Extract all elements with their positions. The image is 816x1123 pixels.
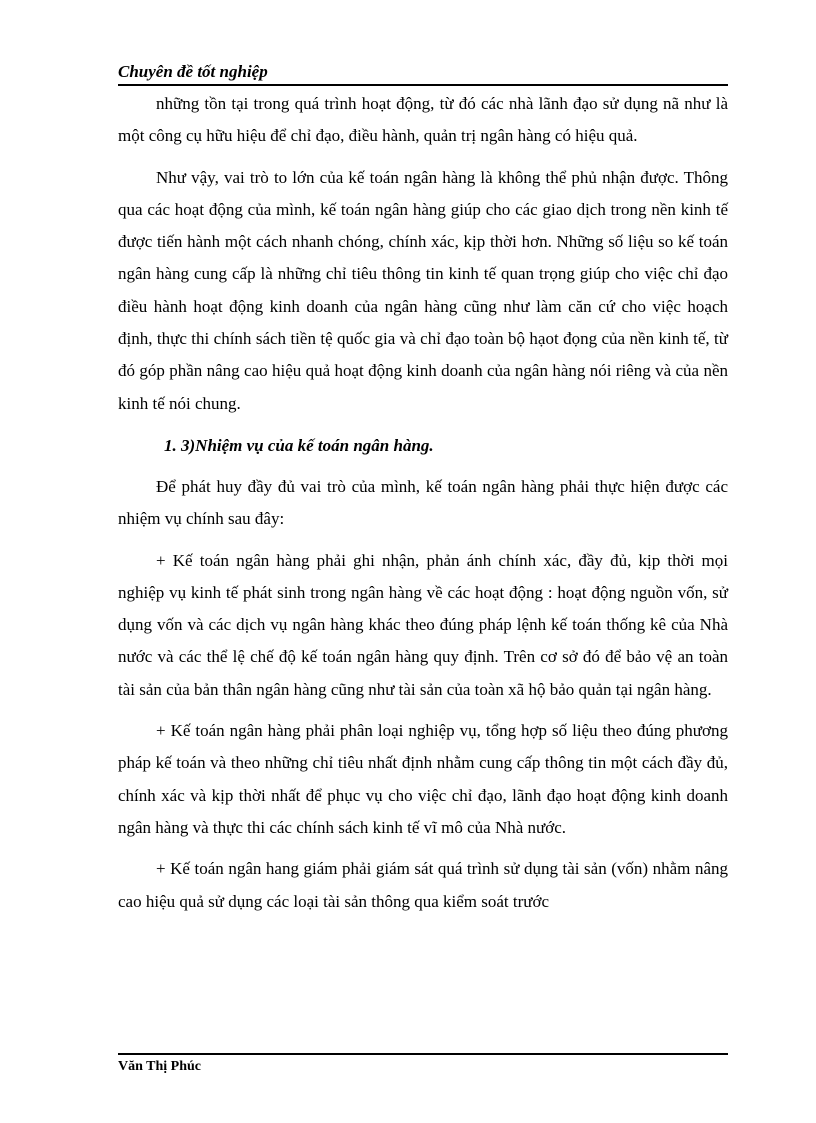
page-header-title: Chuyên đề tốt nghiệp xyxy=(118,62,268,81)
paragraph-4 xyxy=(118,545,728,706)
paragraph-1 xyxy=(118,88,728,153)
paragraph-3 xyxy=(118,471,728,536)
paragraph-6 xyxy=(118,853,728,918)
paragraph-2 xyxy=(118,162,728,420)
paragraph-3-text: Để phát huy đầy đủ vai trò của mình, kế toán ngân hàng phải thực hiện được các nhiệm vụ chính sau đây: xyxy=(118,476,728,529)
paragraph-1-text: những tồn tại trong quá trình hoạt động, từ đó các nhà lãnh đạo sử dụng nã như là một công cụ hữu hiệu để chỉ đạo, điều hành, quản trị ngân hàng có hiệu quả. xyxy=(118,94,728,146)
paragraph-5-text: + Kế toán ngân hàng phải phân loại nghiệp vụ, tổng hợp số liệu theo đúng phương pháp kế toán và theo những chỉ tiêu nhất định nhằm cung cấp thông tin một cách đầy đủ, chính xác và kịp thời nhất để phục vụ cho việc chỉ đạo, lãnh đạo hoạt động kinh doanh ngân hàng và thực thi các chính sách kinh tế vĩ mô của Nhà nước. xyxy=(118,721,728,837)
footer-author: Văn Thị Phúc xyxy=(118,1059,201,1074)
header-divider xyxy=(118,84,728,86)
paragraph-4-text: + Kế toán ngân hàng phải ghi nhận, phản ánh chính xác, đầy đủ, kịp thời mọi nghiệp vụ kinh tế phát sinh trong ngân hàng về các hoạt động : hoạt động nguồn vốn, sử dụng vốn và các dịch vụ ngân hàng khác theo đúng pháp lệnh kế toán thống kê của Nhà nước và các thể lệ chế độ kế toán ngân hàng quy định. Trên cơ sở đó để bảo vệ an toàn tài sản của bản thân ngân hàng cũng như tài sản của toàn xã hộ bảo quản tại ngân hàng. xyxy=(118,550,728,699)
paragraph-5 xyxy=(118,715,728,844)
paragraph-2-text: Như vậy, vai trò to lớn của kế toán ngân hàng là không thể phủ nhận được. Thông qua các hoạt động của mình, kế toán ngân hàng giúp cho các giao dịch trong nền kinh tế được tiến hành một cách nhanh chóng, chính xác, kịp thời hơn. Những số liệu so kế toán ngân hàng cung cấp là những chỉ tiêu thông tin kinh tế quan trọng giúp cho việc chỉ đạo điều hành hoạt động kinh doanh của ngân hàng cũng như làm căn cứ cho việc hoạch định, thực thi chính sách tiền tệ quốc gia và chỉ đạo toàn bộ hạot đọng của nền kinh tế, từ đó góp phần nâng cao hiệu quả hoạt động kinh doanh của ngân hàng nói riêng và của nền kinh tế nói chung. xyxy=(118,167,728,413)
document-body xyxy=(118,88,728,918)
footer-divider xyxy=(118,1053,728,1055)
section-heading: 1. 3)Nhiệm vụ của kế toán ngân hàng. xyxy=(164,435,434,455)
paragraph-6-text: + Kế toán ngân hang giám phải giám sát quá trình sử dụng tài sản (vốn) nhằm nâng cao hiệu quả sử dụng các loại tài sản thông qua kiểm soát trước xyxy=(118,859,728,911)
